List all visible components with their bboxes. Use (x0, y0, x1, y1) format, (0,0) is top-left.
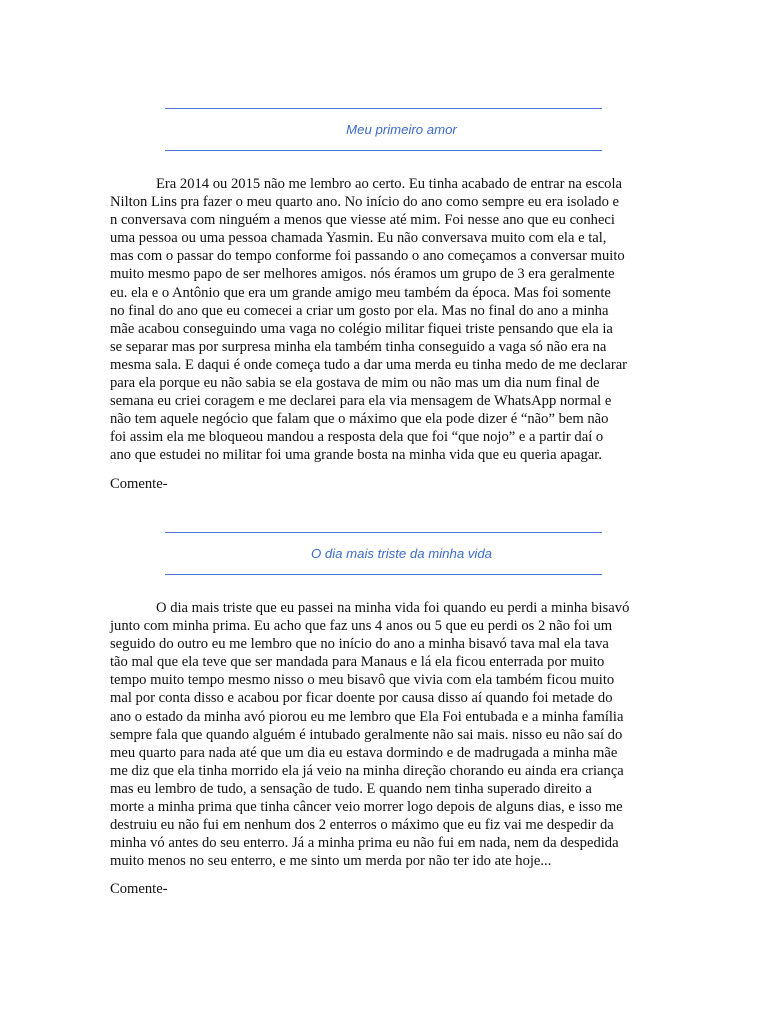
paragraph-line: minha vó antes do seu enterro. Já a minha prima eu não fui em nada, nem da despedida (110, 835, 619, 852)
paragraph-line: mal por conta disso e acabou por ficar doente por causa disso aí quando foi metade do (110, 690, 613, 707)
story-paragraph (110, 599, 658, 870)
section-title: Meu primeiro amor (346, 122, 457, 137)
paragraph-line: tempo muito tempo mesmo nisso o meu bisavô que vivia com ela também ficou muito (110, 672, 615, 689)
story-paragraph (110, 175, 658, 465)
story-section-2 (110, 532, 658, 898)
paragraph-line: eu. ela e o Antônio que era um grande amigo meu também da época. Mas foi somente (110, 284, 611, 301)
paragraph-line: junto com minha prima. Eu acho que faz uns 4 anos ou 5 que eu perdi os 2 não foi um (110, 618, 613, 635)
paragraph-line: muito mesmo papo de ser melhores amigos. nós éramos um grupo de 3 era geralmente (110, 266, 615, 283)
paragraph-line: me diz que ela tinha morrido ela já veio na minha direção chorando eu ainda era criança (110, 762, 624, 779)
paragraph-line: O dia mais triste que eu passei na minha vida foi quando eu perdi a minha bisavó (156, 600, 630, 616)
paragraph-line: tão mal que ela teve que ser mandada para Manaus e lá ela ficou enterrada por muito (110, 654, 605, 671)
paragraph-line: não tem aquele negócio que falam que o máximo que ela pode dizer é “não” bem não (110, 411, 609, 428)
paragraph-line: no final do ano que eu comecei a criar um gosto por ela. Mas no final do ano a minha (110, 302, 609, 319)
paragraph-line: mãe acabou conseguindo uma vaga no colégio militar fiquei triste pensando que ela ia (110, 320, 613, 337)
comment-prompt: Comente- (110, 881, 168, 898)
section-heading-box (165, 532, 602, 575)
paragraph-line: seguido do outro eu me lembro que no início do ano a minha bisavó tava mal ela tava (110, 636, 609, 653)
paragraph-line: n conversava com ninguém a menos que viesse até mim. Foi nesse ano que eu conheci (110, 212, 615, 229)
paragraph-line: mas com o passar do tempo conforme foi passando o ano começamos a conversar muito (110, 248, 625, 265)
paragraph-line: mas eu lembro de tudo, a sensação de tudo. E quando nem tinha superado direito a (110, 780, 592, 797)
paragraph-line: meu quarto para nada até que um dia eu estava dormindo e de madrugada a minha mãe (110, 744, 618, 761)
paragraph-line: morte a minha prima que tinha câncer veio morrer logo depois de alguns dias, e isso me (110, 799, 623, 816)
paragraph-line: destruiu eu não fui em nenhum dos 2 enterros o máximo que eu fiz vai me despedir da (110, 817, 614, 834)
paragraph-line: se separar mas por surpresa minha ela também tinha conseguido a vaga só não era na (110, 338, 607, 355)
paragraph-line: mesma sala. E daqui é onde começa tudo a dar uma merda eu tinha medo de me declarar (110, 356, 628, 373)
paragraph-line: Era 2014 ou 2015 não me lembro ao certo. Eu tinha acabado de entrar na escola (156, 176, 623, 192)
comment-prompt: Comente- (110, 475, 168, 492)
paragraph-line: Nilton Lins pra fazer o meu quarto ano. No início do ano como sempre eu era isolado e (110, 194, 619, 211)
paragraph-line: para ela porque eu não sabia se ela gostava de mim ou não mas um dia num final de (110, 375, 600, 392)
paragraph-line: semana eu criei coragem e me declarei para ela via mensagem de WhatsApp normal e (110, 393, 612, 410)
section-title: O dia mais triste da minha vida (310, 546, 493, 561)
paragraph-line: foi assim ela me bloqueou mandou a resposta dela que foi “que nojo” e a partir daí o (110, 429, 604, 446)
paragraph-line: uma pessoa ou uma pessoa chamada Yasmin. Eu não conversava muito com ela e tal, (110, 230, 607, 247)
story-section-1 (110, 108, 658, 493)
paragraph-line: ano o estado da minha avó piorou eu me lembro que Ela Foi entubada e a minha família (110, 708, 624, 725)
section-heading-box (165, 108, 602, 151)
paragraph-line: ano que estudei no militar foi uma grande bosta na minha vida que eu queria apagar. (110, 447, 602, 464)
paragraph-line: muito menos no seu enterro, e me sinto um merda por não ter ido ate hoje... (110, 853, 552, 870)
paragraph-line: sempre fala que quando alguém é intubado geralmente não sai mais. nisso eu não saí do (110, 726, 623, 743)
